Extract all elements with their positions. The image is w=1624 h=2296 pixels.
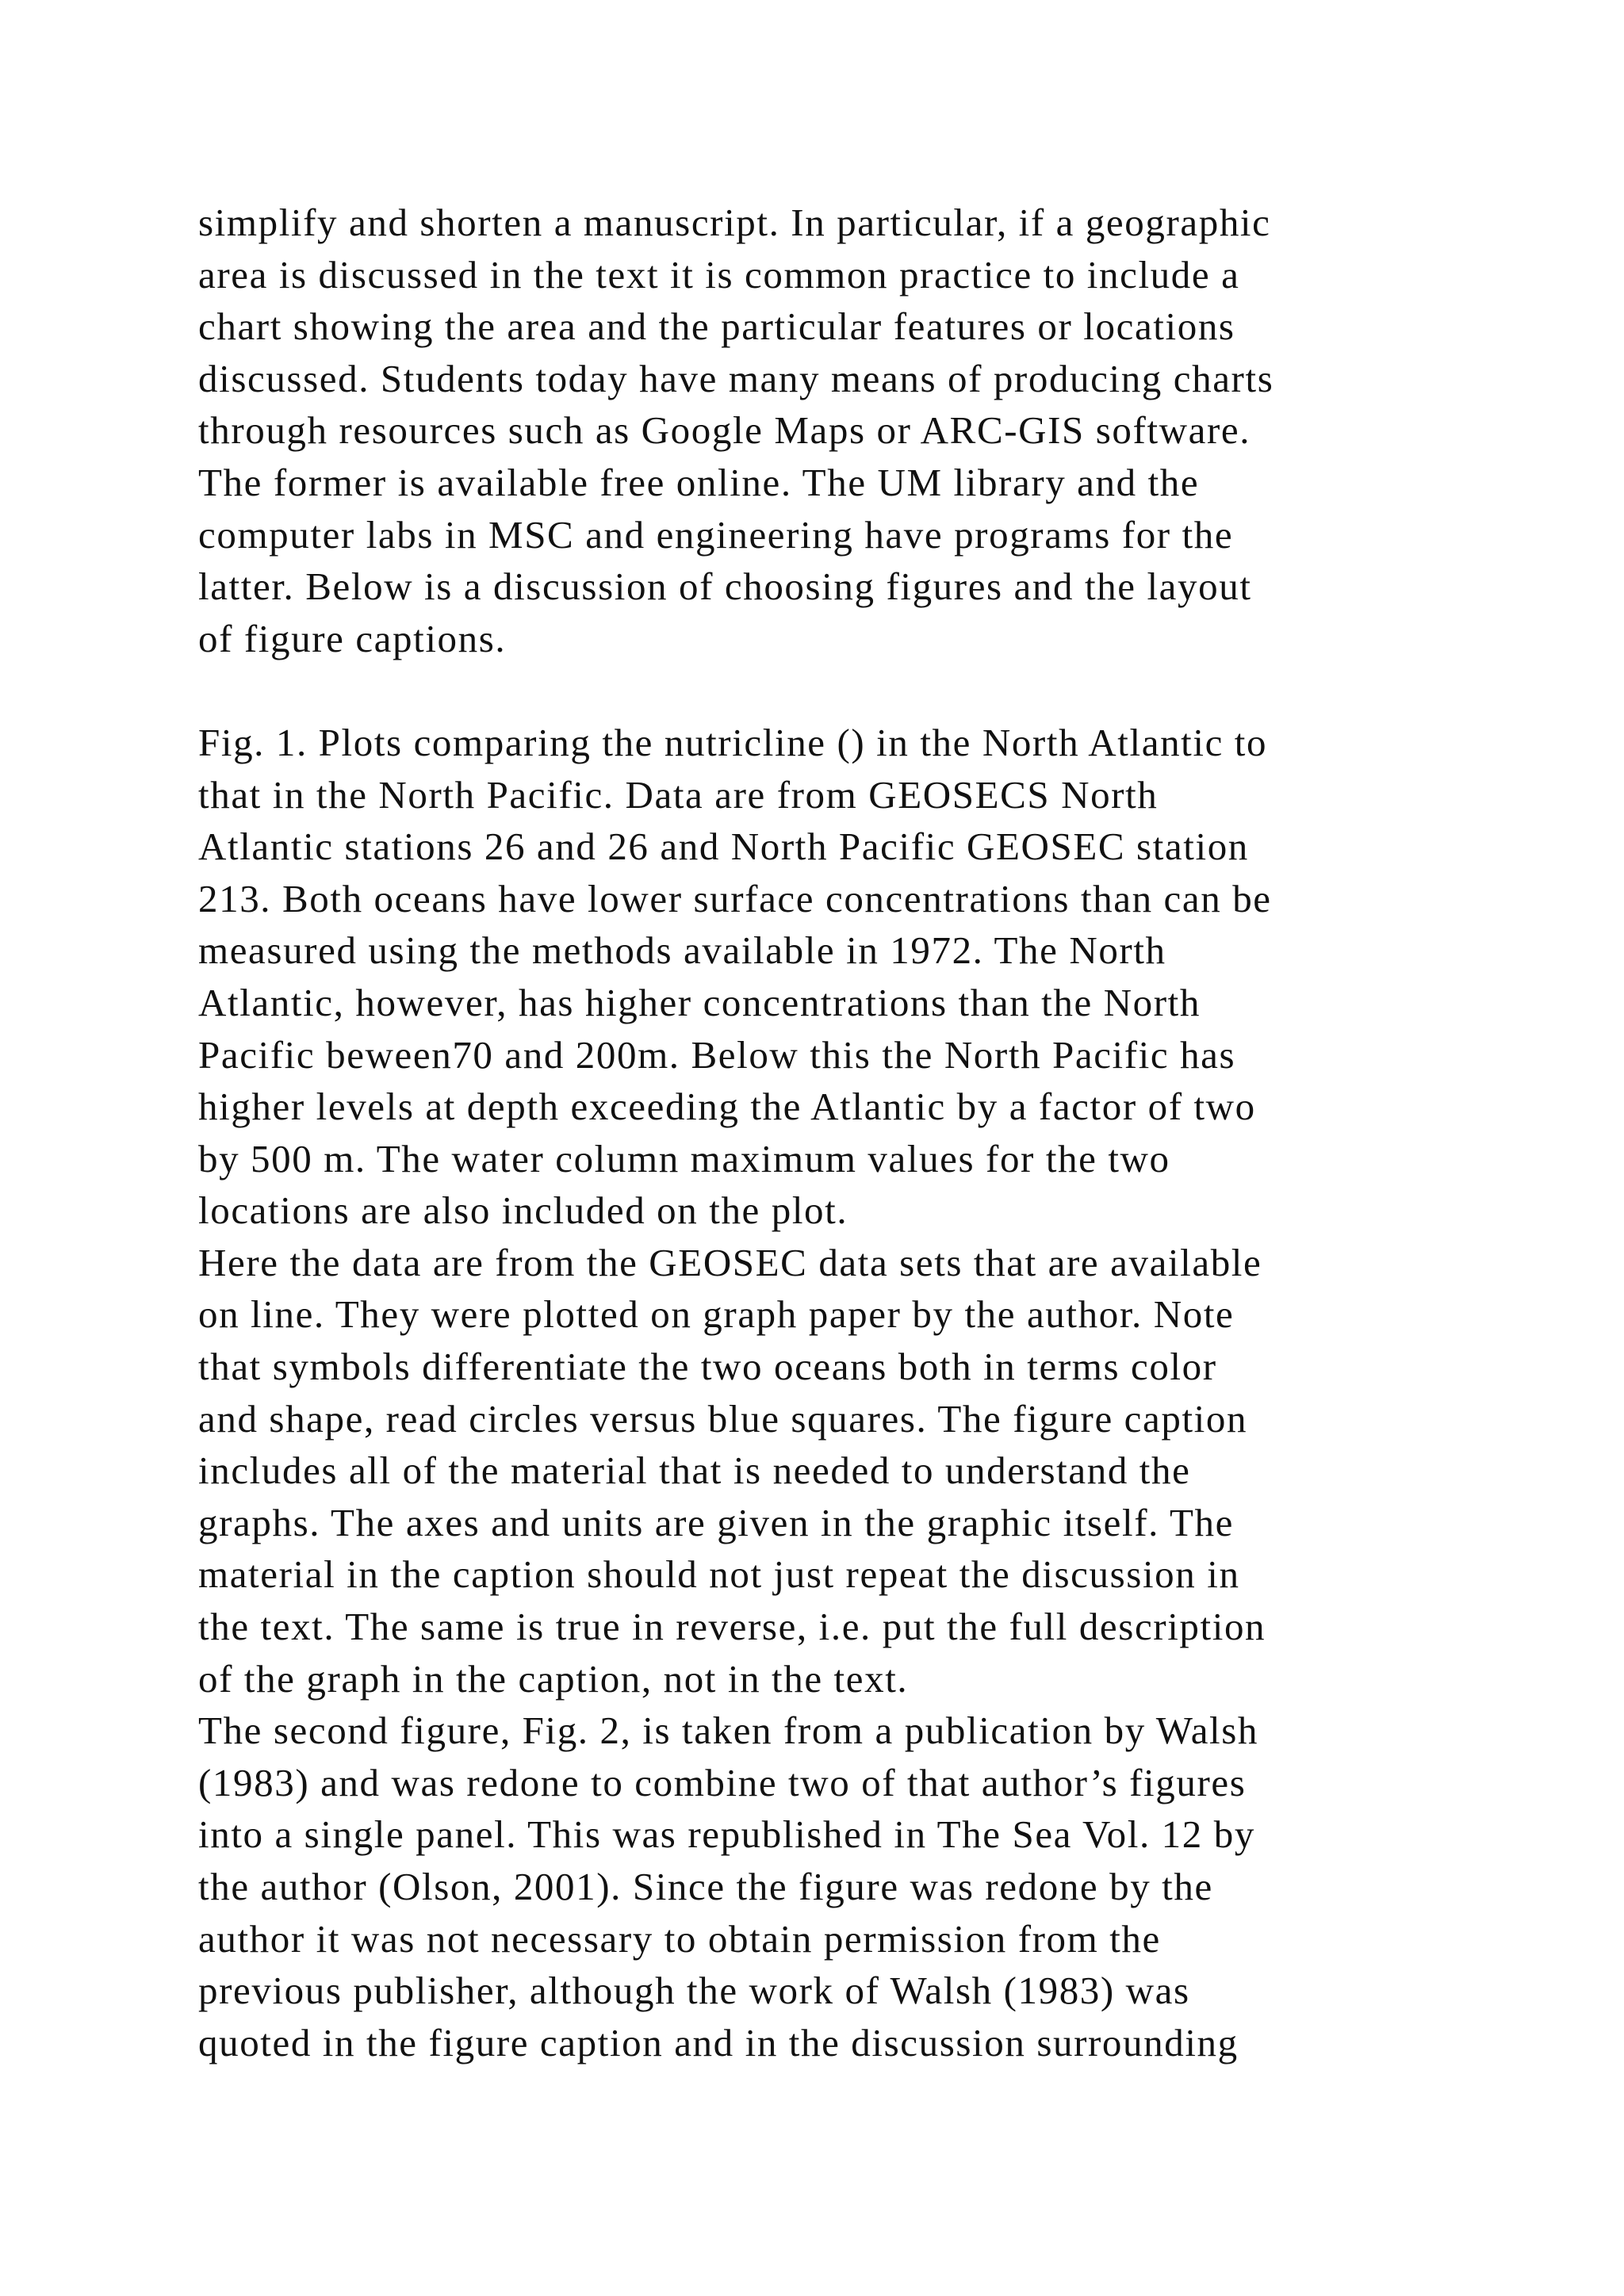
- text-line: measured using the methods available in 1972. The North: [198, 928, 1166, 973]
- text-line: material in the caption should not just repeat the discussion in: [198, 1552, 1240, 1597]
- text-line: and shape, read circles versus blue squares. The figure caption: [198, 1396, 1248, 1441]
- text-line: Pacific beween70 and 200m. Below this the North Pacific has: [198, 1032, 1236, 1077]
- text-line: author it was not necessary to obtain permission from the: [198, 1916, 1161, 1961]
- text-line: previous publisher, although the work of Walsh (1983) was: [198, 1969, 1190, 2013]
- figure-caption: [198, 717, 1435, 1237]
- text-line: (1983) and was redone to combine two of that author’s figures: [198, 1760, 1247, 1804]
- paragraph-spacer: [198, 664, 1435, 717]
- text-line: graphs. The axes and units are given in the graphic itself. The: [198, 1500, 1234, 1544]
- text-line: by 500 m. The water column maximum values for the two: [198, 1136, 1170, 1181]
- text-line: higher levels at depth exceeding the Atlantic by a factor of two: [198, 1085, 1256, 1129]
- paragraph-fig2: [198, 1705, 1435, 2068]
- text-line: includes all of the material that is needed to understand the: [198, 1448, 1191, 1493]
- text-line: quoted in the figure caption and in the discussion surrounding: [198, 2020, 1239, 2064]
- text-line: 213. Both oceans have lower surface concentrations than can be: [198, 876, 1272, 920]
- text-line: that in the North Pacific. Data are from GEOSECS North: [198, 772, 1159, 817]
- document-body: [198, 197, 1435, 2068]
- text-line: the author (Olson, 2001). Since the figure was redone by the: [198, 1865, 1213, 1908]
- text-line: latter. Below is a discussion of choosing figures and the layout: [198, 564, 1252, 609]
- text-line: Fig. 1. Plots comparing the nutricline () in the North Atlantic to: [198, 720, 1268, 764]
- paragraph-data: [198, 1237, 1435, 1705]
- text-line: The former is available free online. The UM library and the: [198, 460, 1200, 504]
- text-line: Atlantic stations 26 and 26 and North Pacific GEOSEC station: [198, 825, 1249, 869]
- text-line: through resources such as Google Maps or ARC-GIS software.: [198, 408, 1251, 453]
- text-line: chart showing the area and the particular features or locations: [198, 304, 1235, 349]
- text-line: simplify and shorten a manuscript. In particular, if a geographic: [198, 201, 1271, 244]
- text-line: the text. The same is true in reverse, i.e. put the full description: [198, 1605, 1266, 1649]
- text-line: of the graph in the caption, not in the text.: [198, 1656, 909, 1701]
- text-line: that symbols differentiate the two oceans both in terms color: [198, 1345, 1217, 1389]
- paragraph-intro: [198, 197, 1435, 664]
- text-line: Here the data are from the GEOSEC data sets that are available: [198, 1240, 1262, 1284]
- text-line: locations are also included on the plot.: [198, 1188, 848, 1233]
- text-line: discussed. Students today have many means of producing charts: [198, 356, 1274, 400]
- text-line: The second figure, Fig. 2, is taken from a publication by Walsh: [198, 1709, 1259, 1753]
- text-line: on line. They were plotted on graph paper by the author. Note: [198, 1292, 1235, 1337]
- text-line: area is discussed in the text it is common practice to include a: [198, 252, 1240, 297]
- text-line: of figure captions.: [198, 616, 507, 660]
- text-line: Atlantic, however, has higher concentrations than the North: [198, 980, 1201, 1024]
- text-line: computer labs in MSC and engineering have programs for the: [198, 512, 1234, 557]
- text-line: into a single panel. This was republished in The Sea Vol. 12 by: [198, 1812, 1255, 1857]
